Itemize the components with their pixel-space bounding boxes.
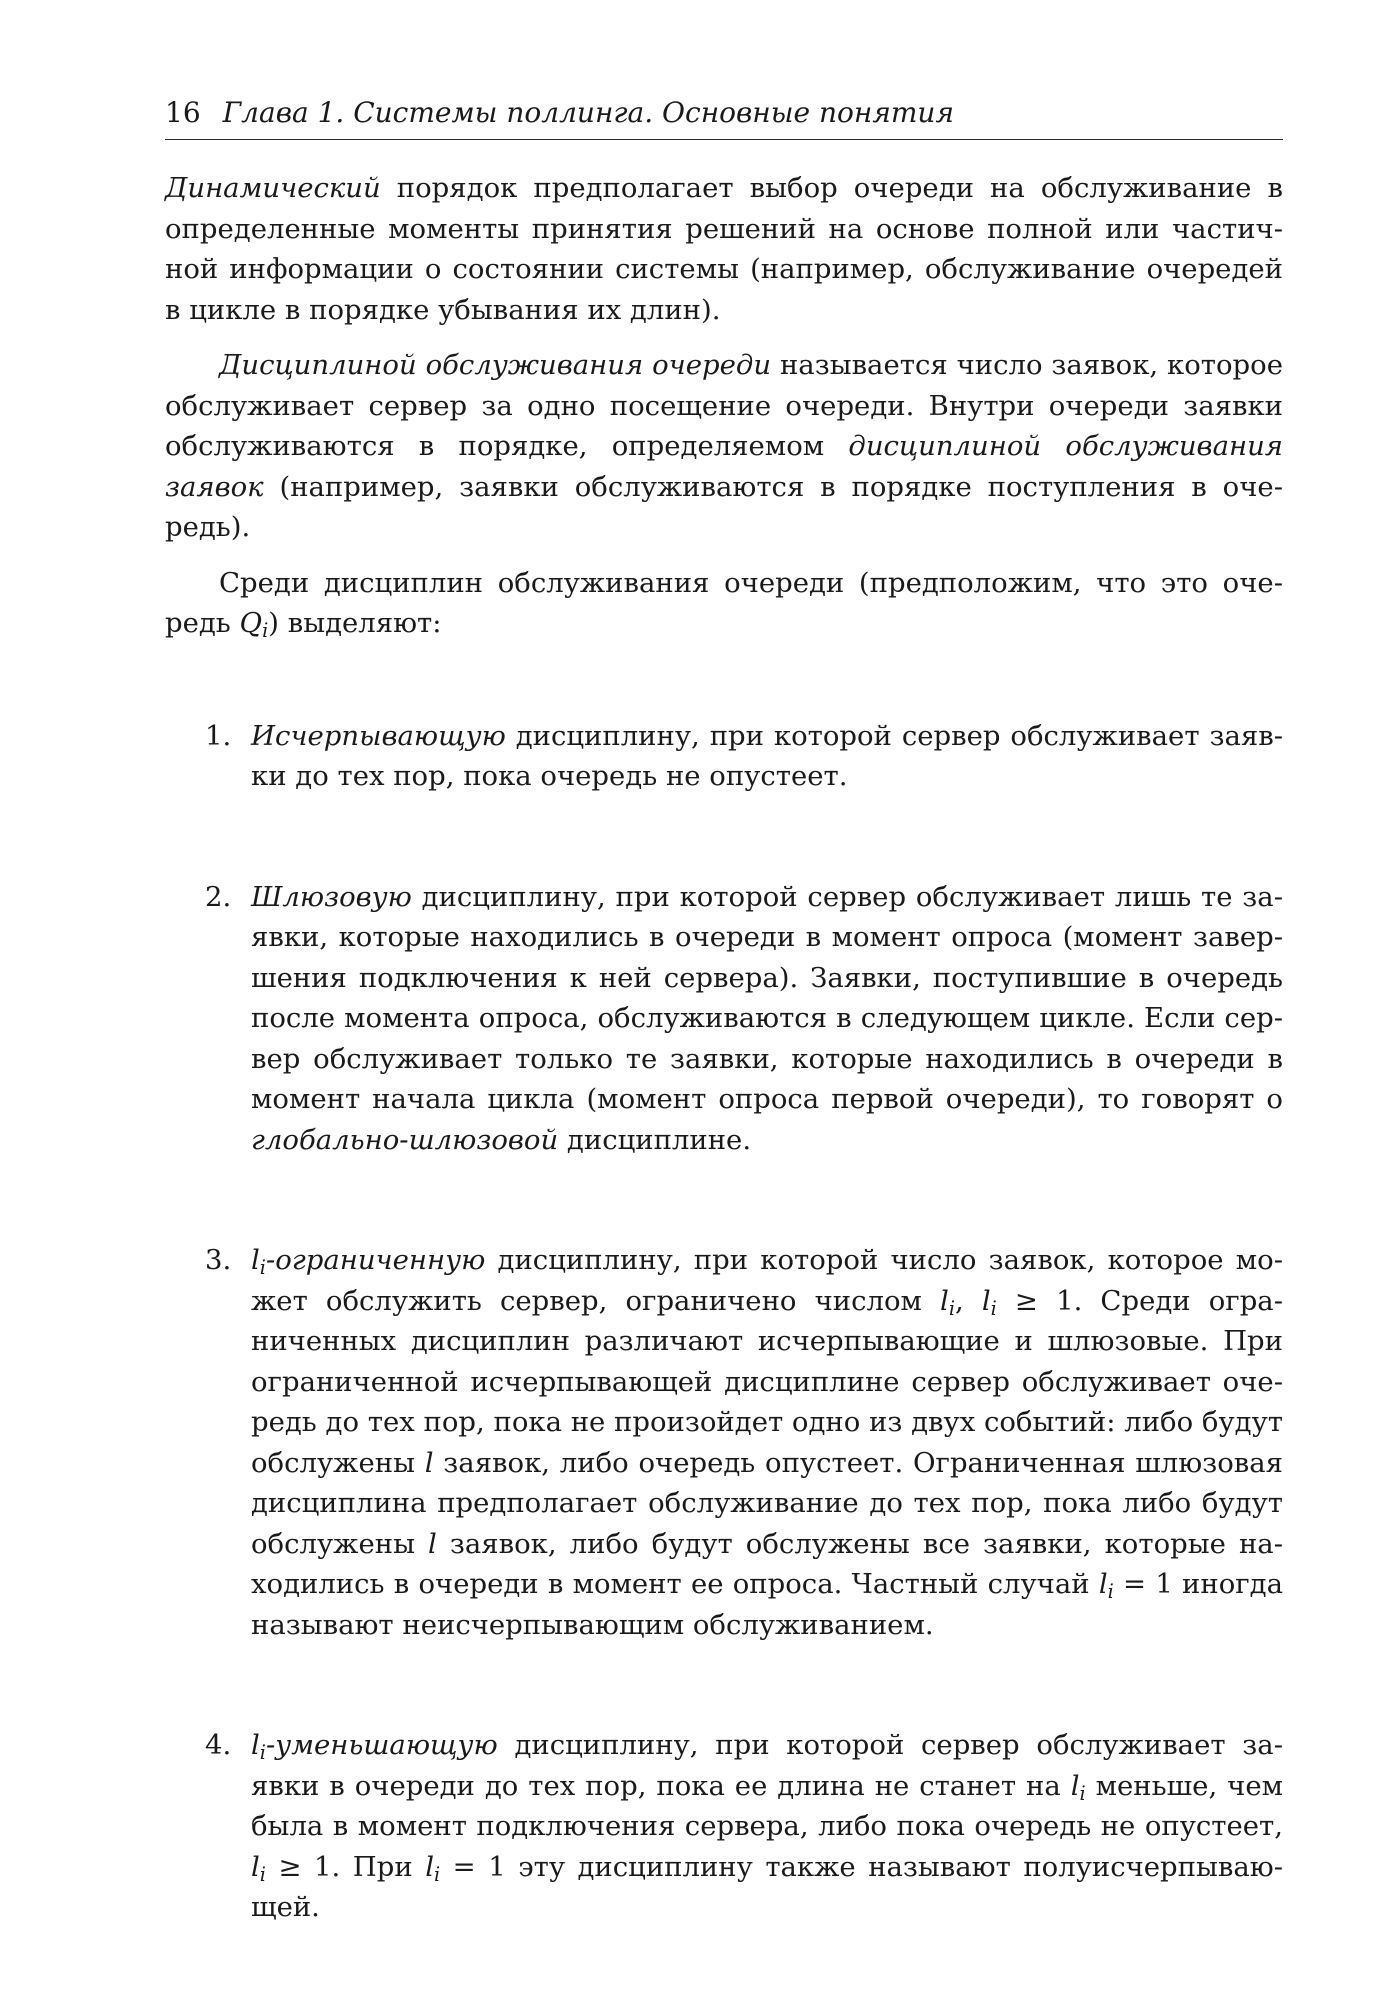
- list-item-gated: [165, 877, 1283, 1161]
- list-item-text: дисциплину, при которой сервер обслуживает заявки в очереди до тех пор, пока ее длина не станет на: [251, 1729, 1283, 1802]
- list-item-number: 1.: [205, 719, 232, 752]
- term-decrementing: -уменьшающую: [265, 1729, 498, 1761]
- paragraph-disciplines-intro: [165, 563, 1283, 644]
- list-item-text: ,: [954, 1284, 982, 1317]
- math-var-l: l: [1098, 1568, 1108, 1600]
- term-dynamic: Динамический: [165, 172, 381, 204]
- math-subscript: i: [259, 1255, 266, 1279]
- paragraph-text: (например, заявки обслуживаются в порядке поступления в очередь).: [165, 470, 1283, 543]
- math-subscript: i: [259, 1740, 266, 1764]
- term-queue-discipline: Дисциплиной обслуживания очереди: [219, 349, 772, 381]
- term-gated: Шлюзовую: [251, 880, 412, 913]
- math-subscript: i: [259, 1862, 266, 1886]
- math-subscript: i: [1107, 1579, 1114, 1603]
- paragraph-dynamic-order: [165, 168, 1283, 330]
- list-item-exhaustive: [165, 716, 1283, 797]
- list-item-text: дисциплину, при которой сервер обслуживает заявки до тех пор, пока очередь не опустеет.: [251, 719, 1283, 792]
- book-page: [165, 96, 1283, 2008]
- list-item-text: = 1 иногда называют неисчерпывающим обслуживанием.: [251, 1568, 1284, 1641]
- math-var-l: l: [981, 1284, 991, 1317]
- math-var-l: l: [425, 1850, 434, 1883]
- paragraph-queue-discipline: [165, 345, 1283, 548]
- list-item-text: дисциплину, при которой сервер обслуживает лишь те заявки, которые находились в очереди в момент опроса (момент завершения подключения к ней сервера). Заявки, поступившие в очередь после момента опроса, обслуживаются в следующем цикле. Если сервер обслуживает только те заявки, которые находились в очереди в момент начала цикла (момент опроса первой очереди), то говорят о: [251, 880, 1283, 1115]
- math-var-l: l: [940, 1284, 949, 1317]
- math-subscript: i: [990, 1296, 997, 1320]
- math-var-l: l: [251, 1244, 260, 1276]
- paragraph-text: называется число заявок, которое обслуживает сервер за одно посещение очереди. Внутри очереди заявки обслуживаются в порядке, определяемом: [165, 349, 1283, 462]
- list-item-text: заявок, либо очередь опустеет. Ограниченная шлюзовая дисциплина предполагает обслуживание до тех пор, пока либо будут обслужены: [251, 1446, 1283, 1560]
- term-global-gated: глобально-шлюзовой: [251, 1123, 559, 1156]
- math-var-l: l: [424, 1446, 434, 1479]
- paragraph-text: порядок предполагает выбор очереди на обслуживание в определенные моменты принятия решений на основе полной или частичной информации о состоянии системы (например, обслуживание очередей в цикле в порядке убывания их длин).: [165, 172, 1283, 326]
- math-var-l: l: [251, 1850, 260, 1883]
- running-header: [165, 96, 1283, 140]
- list-item-text: заявок, либо будут обслужены все заявки, которые находились в очереди в момент ее опроса. Частный случай: [251, 1527, 1283, 1600]
- list-item-text: дисциплину, при которой число заявок, которое может обслужить сервер, ограничено числом: [251, 1244, 1283, 1317]
- math-subscript: i: [1079, 1781, 1086, 1805]
- math-var-q: Q: [239, 607, 263, 639]
- list-item-text: меньше, чем была в момент подключения сервера, либо пока очередь не опустеет,: [251, 1769, 1283, 1842]
- math-subscript: i: [433, 1862, 441, 1886]
- list-item-text: ≥ 1. Среди ограниченных дисциплин различают исчерпывающие и шлюзовые. При ограниченной исчерпывающей дисциплине сервер обслуживает очередь до тех пор, пока не произойдет одно из двух событий: либо будут обслужены: [251, 1284, 1283, 1479]
- paragraph-text: Среди дисциплин обслуживания очереди (предположим, что это очередь: [165, 566, 1283, 639]
- list-item-number: 4.: [205, 1729, 232, 1761]
- list-item-text: дисциплине.: [558, 1123, 752, 1156]
- math-var-l: l: [251, 1729, 260, 1761]
- disciplines-list: [165, 716, 1283, 1928]
- math-var-l: l: [428, 1527, 437, 1560]
- list-item-decrementing: [165, 1725, 1283, 1928]
- math-var-l: l: [1070, 1769, 1080, 1802]
- paragraph-text: ) выделяют:: [268, 607, 442, 639]
- list-item-number: 2.: [205, 880, 232, 913]
- list-item-limited: [165, 1240, 1283, 1645]
- term-limited: -ограниченную: [265, 1244, 486, 1276]
- list-item-number: 3.: [205, 1244, 232, 1276]
- math-subscript: i: [262, 618, 269, 642]
- list-item-text: ≥ 1. При: [265, 1850, 426, 1883]
- math-subscript: i: [948, 1296, 955, 1320]
- body-text: [165, 168, 1283, 1928]
- list-item-text: = 1 эту дисциплину также называют полуисчерпывающей.: [251, 1850, 1283, 1923]
- page-number: 16: [165, 96, 201, 129]
- chapter-title: Глава 1. Системы поллинга. Основные понятия: [222, 96, 955, 129]
- term-request-discipline: дисциплиной обслуживания заявок: [165, 430, 1283, 503]
- term-exhaustive: Исчерпывающую: [251, 719, 506, 752]
